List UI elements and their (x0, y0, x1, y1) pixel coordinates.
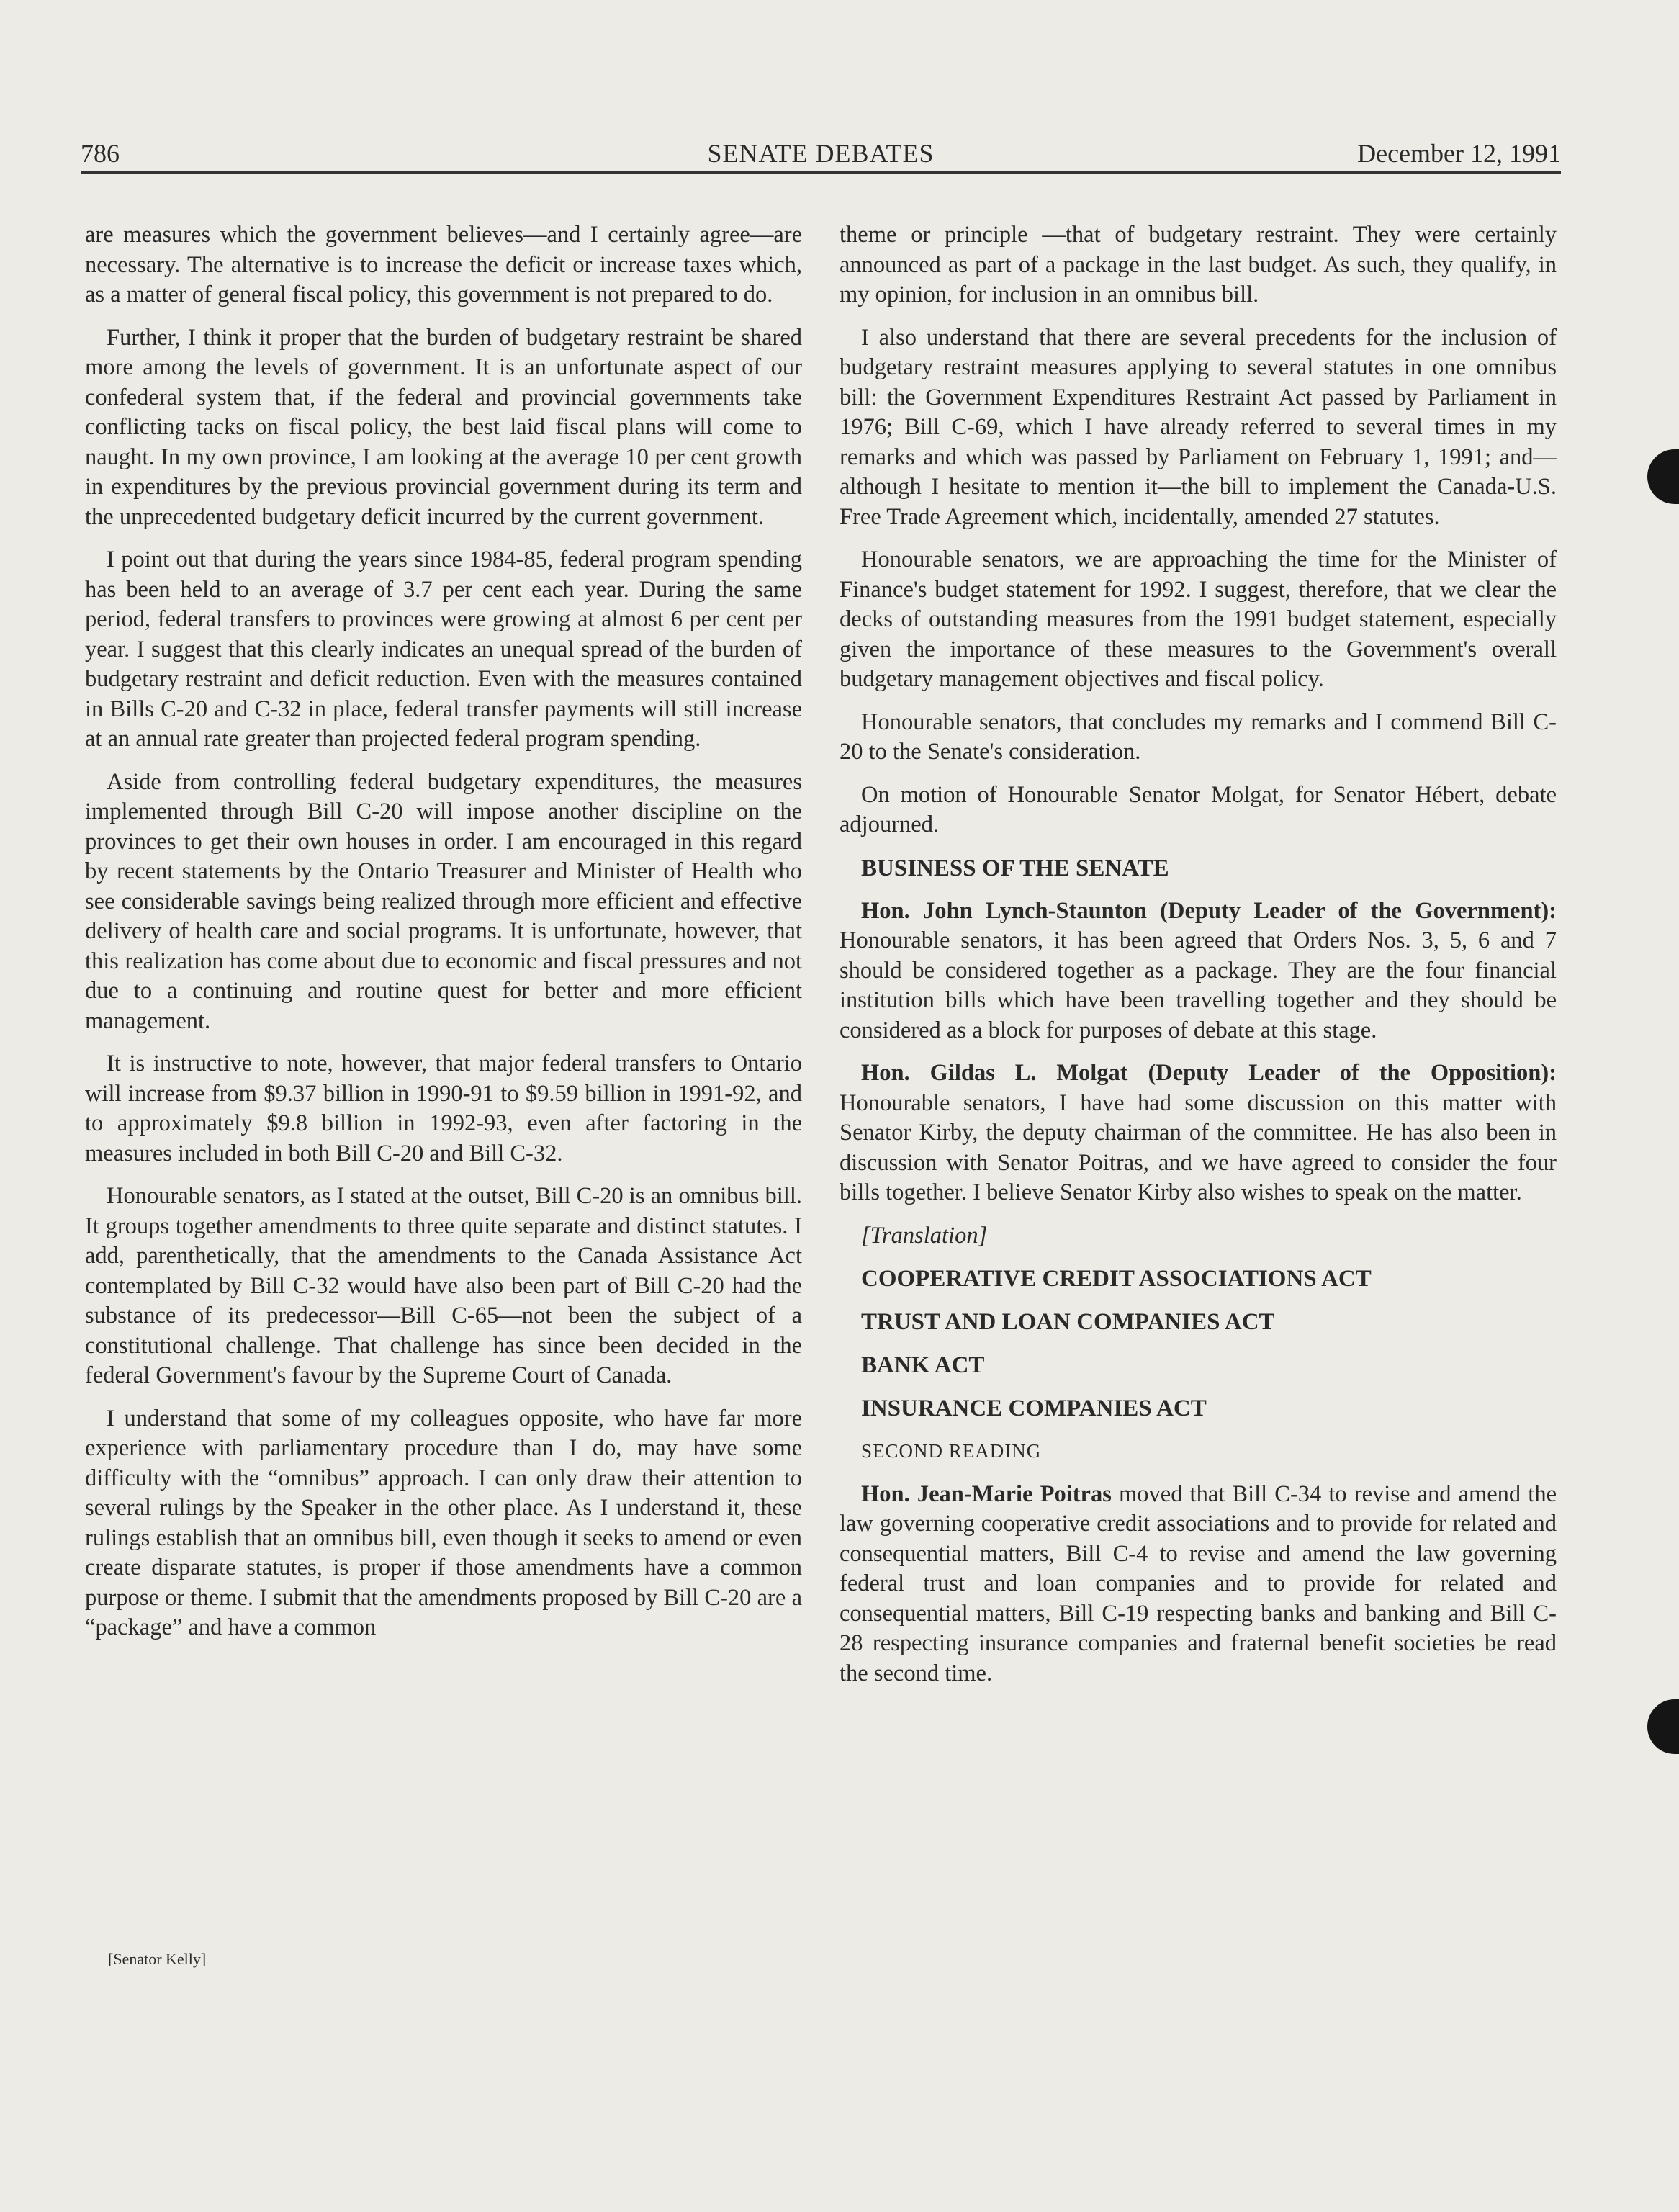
act-title: INSURANCE COMPANIES ACT (861, 1395, 1207, 1421)
publication-date: December 12, 1991 (1357, 139, 1561, 168)
speech-paragraph (840, 1058, 1557, 1208)
margin-mark-icon (1647, 1699, 1679, 1754)
paragraph: Further, I think it proper that the burden of budgetary restraint be shared more among the levels of government. It is an unfortunate aspect of our confederal system that, if the federal and provincial governments take conflicting tacks on fiscal policy, the best laid fiscal plans will come to naught. In my own province, I am looking at the average 10 per cent growth in expenditures by the previous provincial government during its term and the unprecedented budgetary deficit incurred by the current government. (85, 324, 802, 530)
speech-text: Honourable senators, it has been agreed that Orders Nos. 3, 5, 6 and 7 should be considered together as a package. They are the four financial institution bills which have been travelling together and they should be considered as a block for purposes of debate at this stage. (840, 927, 1557, 1043)
paragraph: I also understand that there are several precedents for the inclusion of budgetary restraint measures applying to several statutes in one omnibus bill: the Government Expenditures Restraint Act passed by Parliament in 1976; Bill C-69, which I have already referred to several times in my remarks and which was passed by Parliament on February 1, 1991; and—although I hesitate to mention it—the bill to implement the Canada-U.S. Free Trade Agreement which, incidentally, amended 27 statutes. (840, 324, 1557, 530)
margin-mark-icon (1647, 449, 1679, 504)
act-title: TRUST AND LOAN COMPANIES ACT (861, 1309, 1275, 1335)
translation-label: [Translation] (861, 1222, 988, 1249)
paragraph: are measures which the government believes—and I certainly agree—are necessary. The alternative is to increase the deficit or increase taxes which, as a matter of general fiscal policy, this government is not prepared to do. (85, 222, 802, 307)
page-header (81, 137, 1561, 174)
paragraph: It is instructive to note, however, that major federal transfers to Ontario will increase from $9.37 billion in 1990-91 to $9.59 billion in 1991-92, and to approximately $9.8 billion in 1992-93, even after factoring in the measures included in both Bill C-20 and Bill C-32. (85, 1051, 802, 1166)
speech-text: moved that Bill C-34 to revise and amend the law governing cooperative credit associations and to provide for related and consequential matters, Bill C-4 to revise and amend the law governing federal trust and loan companies and to provide for related and consequential matters, Bill C-19 respecting banks and banking and Bill C-28 respecting insurance companies and fraternal benefit societies be read the second time. (840, 1480, 1557, 1686)
act-title: BANK ACT (861, 1352, 985, 1378)
subheading: SECOND READING (861, 1440, 1042, 1462)
paragraph: Honourable senators, as I stated at the outset, Bill C-20 is an omnibus bill. It groups together amendments to three quite separate and distinct statutes. I add, parenthetically, that the amendments to the Canada Assistance Act contemplated by Bill C-32 would have also been part of Bill C-20 had the substance of its predecessor—Bill C-65—not been the subject of a constitutional challenge. That challenge has since been decided in the federal Government's favour by the Supreme Court of Canada. (85, 1183, 802, 1388)
speech-paragraph (840, 1480, 1557, 1689)
page-number: 786 (81, 139, 120, 168)
paragraph: theme or principle —that of budgetary restraint. They were certainly announced as part of a package in the last budget. As such, they qualify, in my opinion, for inclusion in an omnibus bill. (840, 222, 1557, 307)
paragraph: I understand that some of my colleagues opposite, who have far more experience with parliamentary procedure than I do, may have some difficulty with the “omnibus” approach. I can only draw their attention to several rulings by the Speaker in the other place. As I understand it, these rulings establish that an omnibus bill, even though it seeks to amend or even create disparate statutes, is proper if those amendments have a common purpose or theme. I submit that the amendments proposed by Bill C-20 are a “package” and have a common (85, 1405, 802, 1640)
act-title: COOPERATIVE CREDIT ASSOCIATIONS ACT (861, 1266, 1372, 1292)
paragraph: Honourable senators, we are approaching the time for the Minister of Finance's budget statement for 1992. I suggest, therefore, that we clear the decks of outstanding measures from the 1991 budget statement, especially given the importance of these measures to the Government's overall budgetary management objectives and fiscal policy. (840, 547, 1557, 692)
paragraph: I point out that during the years since 1984-85, federal program spending has been held to an average of 3.7 per cent each year. During the same period, federal transfers to provinces were growing at almost 6 per cent per year. I suggest that this clearly indicates an unequal spread of the burden of budgetary restraint and deficit reduction. Even with the measures contained in Bills C-20 and C-32 in place, federal transfer payments will still increase at an annual rate greater than projected federal program spending. (85, 547, 802, 752)
paragraph: Honourable senators, that concludes my remarks and I commend Bill C-20 to the Senate's consideration. (840, 709, 1557, 765)
speech-text: Honourable senators, I have had some discussion on this matter with Senator Kirby, the deputy chairman of the committee. He has also been in discussion with Senator Poitras, and we have agreed to consider the four bills together. I believe Senator Kirby also wishes to speak on the matter. (840, 1089, 1557, 1205)
right-column (840, 220, 1557, 1701)
paragraph: Aside from controlling federal budgetary expenditures, the measures implemented through Bill C-20 will impose another discipline on the provinces to get their own houses in order. I am encouraged in this regard by recent statements by the Ontario Treasurer and Minister of Health who see considerable savings being realized through more efficient and effective delivery of health care and social programs. It is unfortunate, however, that this realization has come about due to economic and fiscal pressures and not due to a continuing and routine quest for better and more efficient management. (85, 768, 802, 1034)
publication-title: SENATE DEBATES (707, 139, 935, 168)
section-heading: BUSINESS OF THE SENATE (861, 855, 1169, 881)
speaker-name: Hon. Gildas L. Molgat (Deputy Leader of the Opposition): (861, 1060, 1557, 1086)
speech-paragraph (840, 896, 1557, 1046)
speaker-name: Hon. John Lynch-Staunton (Deputy Leader of the Government): (861, 897, 1557, 924)
paragraph: On motion of Honourable Senator Molgat, for Senator Hébert, debate adjourned. (840, 781, 1557, 837)
speaker-name: Hon. Jean-Marie Poitras (861, 1480, 1112, 1507)
left-column (85, 220, 802, 1656)
speaker-footer-note: [Senator Kelly] (108, 1950, 207, 1968)
